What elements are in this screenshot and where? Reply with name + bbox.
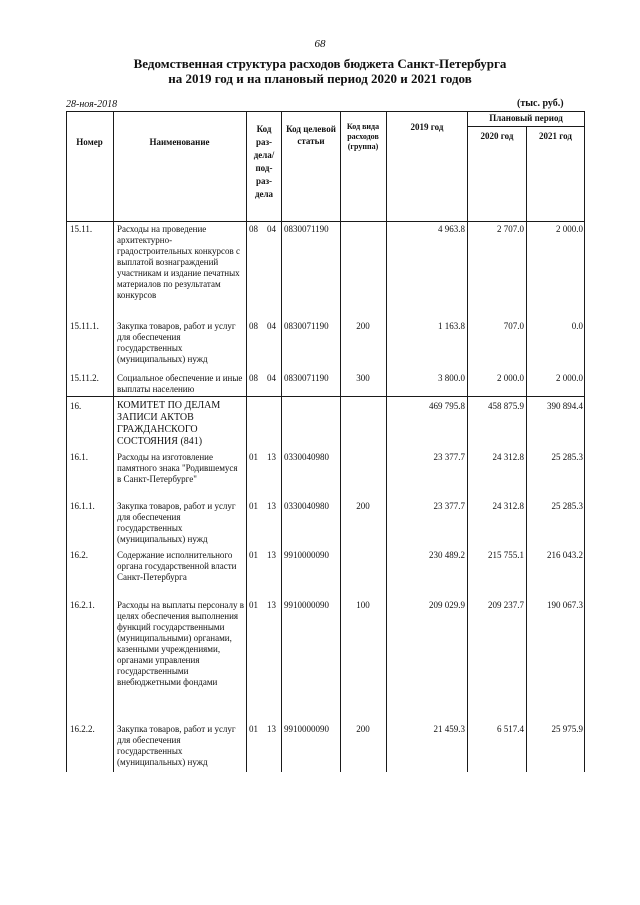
row-subsection: 13 (267, 452, 276, 462)
row-expense-type: 300 (356, 373, 370, 383)
row-2020: 24 312.8 (492, 501, 524, 511)
row-number: 16.1. (70, 452, 88, 462)
row-subsection: 13 (267, 501, 276, 511)
row-number: 16.2.2. (70, 724, 95, 734)
row-section: 08 (249, 373, 258, 383)
row-2019: 23 377.7 (433, 452, 465, 462)
row-name: Закупка товаров, работ и услуг для обеспечения государственных (муниципальных) нужд (117, 501, 236, 544)
row-subsection: 13 (267, 600, 276, 610)
row-section: 01 (249, 452, 258, 462)
document-title (40, 56, 600, 86)
header-section-code: Код раз- дела/ под- раз- дела (253, 124, 275, 199)
row-2021: 216 043.2 (547, 550, 583, 560)
header-2019: 2019 год (410, 122, 444, 132)
row-2019: 23 377.7 (433, 501, 465, 511)
row-2020: 458 875.9 (488, 401, 524, 411)
row-2020: 209 237.7 (488, 600, 524, 610)
row-2021: 2 000.0 (556, 224, 583, 234)
header-number: Номер (76, 137, 103, 147)
row-expense-type: 200 (356, 501, 370, 511)
row-name: Расходы на изготовление памятного знака "Родившемуся в Санкт-Петербурге" (117, 452, 238, 484)
header-expense-type-code: Код вида расходов (группа) (346, 122, 380, 151)
row-number: 16.2.1. (70, 600, 95, 610)
row-section: 01 (249, 550, 258, 560)
row-target-code: 0830071190 (284, 321, 329, 331)
row-2021: 2 000.0 (556, 373, 583, 383)
row-2020: 24 312.8 (492, 452, 524, 462)
header-planned-period: Плановый период (489, 113, 563, 123)
row-2021: 25 285.3 (551, 452, 583, 462)
title-line-1: Ведомственная структура расходов бюджета Санкт-Петербурга (133, 56, 507, 71)
units-label: (тыс. руб.) (517, 98, 564, 109)
row-2019: 21 459.3 (433, 724, 465, 734)
row-name: Расходы на выплаты персоналу в целях обеспечения выполнения функций государственными (муниципальными) органами, казенными учреждениями, органами управления государственными внебюджетными фондами (117, 600, 244, 687)
header-name: Наименование (149, 137, 210, 147)
row-2020: 2 707.0 (497, 224, 524, 234)
page-number: 68 (314, 38, 326, 50)
row-target-code: 0330040980 (284, 452, 329, 462)
row-subsection: 04 (267, 321, 276, 331)
row-subsection: 04 (267, 373, 276, 383)
row-2021: 0.0 (571, 321, 583, 331)
row-number: 16.2. (70, 550, 88, 560)
row-2021: 190 067.3 (547, 600, 583, 610)
row-target-code: 0830071190 (284, 373, 329, 383)
row-number: 16. (70, 401, 82, 411)
header-2021: 2021 год (539, 131, 572, 141)
row-section: 08 (249, 321, 258, 331)
row-name: Содержание исполнительного органа государственной власти Санкт-Петербурга (117, 550, 237, 582)
row-section: 08 (249, 224, 258, 234)
row-name: Социальное обеспечение и иные выплаты населению (117, 373, 243, 394)
row-2020: 2 000.0 (497, 373, 524, 383)
row-number: 15.11. (70, 224, 93, 234)
row-expense-type: 200 (356, 724, 370, 734)
row-2019: 3 800.0 (438, 373, 465, 383)
row-target-code: 9910000090 (284, 724, 329, 734)
header-2020: 2020 год (480, 131, 514, 141)
row-2019: 1 163.8 (438, 321, 465, 331)
row-section: 01 (249, 600, 258, 610)
row-2019: 4 963.8 (438, 224, 465, 234)
row-2020: 6 517.4 (497, 724, 524, 734)
row-2021: 25 975.9 (551, 724, 583, 734)
row-2020: 215 755.1 (488, 550, 524, 560)
row-target-code: 9910000090 (284, 550, 329, 560)
row-2019: 230 489.2 (429, 550, 465, 560)
row-2021: 390 894.4 (547, 401, 583, 411)
row-2019: 209 029.9 (429, 600, 465, 610)
title-line-2: на 2019 год и на плановый период 2020 и 2021 годов (168, 71, 472, 86)
row-name: Закупка товаров, работ и услуг для обеспечения государственных (муниципальных) нужд (117, 321, 236, 364)
row-target-code: 0830071190 (284, 224, 329, 234)
row-section: 01 (249, 501, 258, 511)
row-number: 16.1.1. (70, 501, 95, 511)
row-2020: 707.0 (503, 321, 524, 331)
row-2021: 25 285.3 (551, 501, 583, 511)
row-name: Расходы на проведение архитектурно-градостроительных конкурсов с выплатой вознаграждений участникам и издание печатных материалов по результатам конкурсов (117, 224, 240, 300)
row-target-code: 0330040980 (284, 501, 329, 511)
row-name: Закупка товаров, работ и услуг для обеспечения государственных (муниципальных) нужд (117, 724, 236, 767)
row-target-code: 9910000090 (284, 600, 329, 610)
report-date: 28-ноя-2018 (66, 99, 118, 110)
header-target-code: Код целевой статьи (286, 124, 336, 146)
row-subsection: 13 (267, 550, 276, 560)
row-subsection: 13 (267, 724, 276, 734)
row-section: 01 (249, 724, 258, 734)
row-number: 15.11.2. (70, 373, 99, 383)
row-expense-type: 100 (356, 600, 370, 610)
row-expense-type: 200 (356, 321, 370, 331)
row-subsection: 04 (267, 224, 276, 234)
row-number: 15.11.1. (70, 321, 99, 331)
row-2019: 469 795.8 (429, 401, 465, 411)
row-name: КОМИТЕТ ПО ДЕЛАМ ЗАПИСИ АКТОВ ГРАЖДАНСКОГО СОСТОЯНИЯ (841) (117, 400, 221, 447)
